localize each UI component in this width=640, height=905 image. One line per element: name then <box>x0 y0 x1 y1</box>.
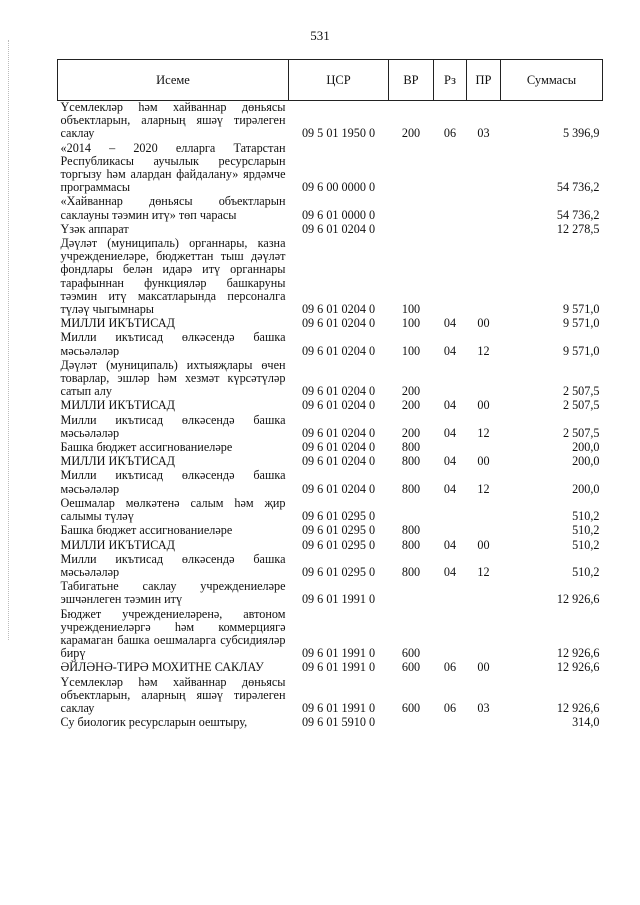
table-row <box>58 101 603 142</box>
cell-pr <box>467 195 501 222</box>
table-row <box>58 399 603 413</box>
cell-pr <box>467 359 501 400</box>
cell-rz <box>434 441 467 455</box>
cell-csr: 09 6 01 0295 0 <box>301 523 376 538</box>
cell-vr: 800 <box>401 481 421 496</box>
cell-rz: 04 <box>443 425 457 440</box>
cell-vr: 600 <box>401 700 421 715</box>
cell-sum: 12 278,5 <box>556 221 600 236</box>
cell-pr: 00 <box>477 454 490 469</box>
margin-dotted-line <box>8 40 9 640</box>
cell-sum: 12 926,6 <box>556 660 600 675</box>
cell-pr: 12 <box>477 425 490 440</box>
cell-pr <box>467 608 501 662</box>
cell-rz <box>434 716 467 730</box>
cell-pr <box>467 580 501 607</box>
cell-vr <box>389 716 434 730</box>
cell-vr: 600 <box>401 646 421 661</box>
cell-pr: 12 <box>477 564 490 579</box>
cell-name: Башка бюджет ассигнованиеләре <box>60 440 233 455</box>
cell-sum: 200,0 <box>572 454 600 469</box>
cell-name: Оешмалар мөлкәтенә салым һәм җир салымы түләү <box>60 495 286 524</box>
cell-sum: 12 926,6 <box>556 646 600 661</box>
cell-vr: 200 <box>401 398 421 413</box>
cell-pr: 12 <box>477 481 490 496</box>
cell-name: Башка бюджет ассигнованиеләре <box>60 523 233 538</box>
table-row <box>58 331 603 358</box>
cell-csr: 09 6 01 1991 0 <box>301 646 376 661</box>
cell-pr: 00 <box>477 537 490 552</box>
cell-pr <box>467 142 501 196</box>
table-row <box>58 441 603 455</box>
cell-rz: 04 <box>443 316 457 331</box>
cell-sum: 200,0 <box>572 440 600 455</box>
cell-sum: 510,2 <box>572 537 600 552</box>
cell-csr: 09 6 01 0204 0 <box>301 398 376 413</box>
cell-rz: 04 <box>443 398 457 413</box>
header-rz: Рз <box>434 60 467 101</box>
cell-pr: 00 <box>477 660 490 675</box>
cell-name: Бюджет учреждениеләренә, автоном учреждениеләргә һәм коммерциягә карамаган башка оешмаларга субсидияләр бирү <box>60 606 286 661</box>
table-row <box>58 580 603 607</box>
table-header-row <box>58 60 603 101</box>
header-name: Исеме <box>58 60 289 101</box>
cell-csr: 09 6 01 0295 0 <box>301 509 376 524</box>
cell-csr: 09 6 01 0204 0 <box>301 316 376 331</box>
cell-vr: 100 <box>401 343 421 358</box>
cell-rz <box>434 359 467 400</box>
cell-vr <box>389 195 434 222</box>
table-row <box>58 359 603 400</box>
cell-csr: 09 6 01 0295 0 <box>301 537 376 552</box>
cell-name: МИЛЛИ ИКЪТИСАД <box>60 316 175 331</box>
cell-pr: 00 <box>477 316 490 331</box>
cell-rz <box>434 223 467 237</box>
cell-vr <box>389 497 434 524</box>
cell-csr: 09 6 01 0204 0 <box>301 343 376 358</box>
cell-csr: 09 6 01 5910 0 <box>301 715 376 730</box>
table-row <box>58 524 603 538</box>
cell-csr: 09 6 01 0000 0 <box>301 207 376 222</box>
table-row <box>58 497 603 524</box>
cell-sum: 200,0 <box>572 481 600 496</box>
table-row <box>58 195 603 222</box>
cell-csr: 09 6 01 0204 0 <box>301 221 376 236</box>
cell-csr: 09 6 01 0204 0 <box>301 384 376 399</box>
cell-pr: 03 <box>477 700 490 715</box>
cell-rz <box>434 497 467 524</box>
table-row <box>58 317 603 331</box>
cell-csr: 09 6 01 0204 0 <box>301 440 376 455</box>
cell-csr: 09 6 01 1991 0 <box>301 660 376 675</box>
cell-sum: 5 396,9 <box>562 126 600 141</box>
cell-vr: 800 <box>401 537 421 552</box>
cell-pr <box>467 441 501 455</box>
cell-pr: 03 <box>477 126 490 141</box>
cell-sum: 2 507,5 <box>562 384 600 399</box>
cell-sum: 9 571,0 <box>562 343 600 358</box>
cell-rz: 04 <box>443 537 457 552</box>
cell-rz: 04 <box>443 343 457 358</box>
cell-name: МИЛЛИ ИКЪТИСАД <box>60 398 175 413</box>
table-row <box>58 539 603 553</box>
cell-sum: 54 736,2 <box>556 207 600 222</box>
cell-vr: 800 <box>401 454 421 469</box>
cell-sum: 12 926,6 <box>556 700 600 715</box>
cell-rz: 06 <box>443 660 457 675</box>
cell-rz: 06 <box>443 126 457 141</box>
cell-name: ӘЙЛӘНӘ-ТИРӘ МОХИТНЕ САКЛАУ <box>60 660 264 675</box>
cell-rz: 04 <box>443 481 457 496</box>
cell-vr <box>389 223 434 237</box>
cell-name: МИЛЛИ ИКЪТИСАД <box>60 537 175 552</box>
table-row <box>58 469 603 496</box>
cell-name: «Хайваннар дөньясы объектларын саклауны тәэмин итү» төп чарасы <box>60 194 286 222</box>
cell-sum: 2 507,5 <box>562 425 600 440</box>
cell-rz: 04 <box>443 454 457 469</box>
cell-sum: 9 571,0 <box>562 316 600 331</box>
cell-pr: 12 <box>477 343 490 358</box>
cell-sum: 54 736,2 <box>556 180 600 195</box>
cell-csr: 09 6 01 1991 0 <box>301 592 376 607</box>
page-number: 531 <box>310 28 330 43</box>
cell-csr: 09 6 01 0204 0 <box>301 481 376 496</box>
cell-csr: 09 6 01 0204 0 <box>301 454 376 469</box>
cell-pr <box>467 237 501 317</box>
cell-rz <box>434 580 467 607</box>
cell-sum: 314,0 <box>572 715 600 730</box>
cell-vr: 800 <box>401 564 421 579</box>
header-vr: ВР <box>389 60 434 101</box>
cell-name: Табигатьне саклау учреждениеләре эшчәнлеген тәэмин итү <box>60 579 286 607</box>
cell-vr: 200 <box>401 384 421 399</box>
cell-name: Үзәк аппарат <box>60 221 129 236</box>
cell-rz <box>434 195 467 222</box>
cell-name: Үсемлекләр һәм хайваннар дөньясы объектларын, аларның яшәү тирәлеген саклау <box>60 100 286 141</box>
cell-sum: 510,2 <box>572 523 600 538</box>
cell-name: Милли икътисад өлкәсендә башка мәсьәләләр <box>60 412 286 440</box>
cell-vr: 600 <box>401 660 421 675</box>
cell-csr: 09 6 00 0000 0 <box>301 180 376 195</box>
cell-name: Милли икътисад өлкәсендә башка мәсьәләләр <box>60 551 286 579</box>
table-row <box>58 414 603 441</box>
table-row <box>58 455 603 469</box>
cell-name: Дәүләт (муниципаль) ихтыяҗлары өчен товарлар, эшләр һәм хезмәт күрсәтүләр сатып алу <box>60 357 286 399</box>
header-sum: Суммасы <box>501 60 603 101</box>
cell-csr: 09 5 01 1950 0 <box>301 126 376 141</box>
cell-csr: 09 6 01 0204 0 <box>301 425 376 440</box>
cell-name: МИЛЛИ ИКЪТИСАД <box>60 454 175 469</box>
table-row <box>58 553 603 580</box>
cell-rz <box>434 608 467 662</box>
cell-vr: 200 <box>401 425 421 440</box>
cell-rz: 04 <box>443 564 457 579</box>
cell-pr <box>467 524 501 538</box>
cell-vr <box>389 580 434 607</box>
cell-name: Милли икътисад өлкәсендә башка мәсьәләләр <box>60 330 286 358</box>
cell-rz <box>434 142 467 196</box>
cell-vr: 200 <box>401 126 421 141</box>
cell-sum: 9 571,0 <box>562 302 600 317</box>
cell-name: «2014 – 2020 елларга Татарстан Республикасы аучылык ресурсларын торгызу һәм алардан файдалану» ярдәмче программасы <box>60 140 286 195</box>
header-pr: ПР <box>467 60 501 101</box>
cell-sum: 510,2 <box>572 509 600 524</box>
cell-pr <box>467 223 501 237</box>
table-row <box>58 608 603 662</box>
cell-vr: 100 <box>401 302 421 317</box>
cell-sum: 2 507,5 <box>562 398 600 413</box>
cell-name: Милли икътисад өлкәсендә башка мәсьәләләр <box>60 468 286 496</box>
cell-vr: 800 <box>401 523 421 538</box>
table-row <box>58 716 603 730</box>
cell-name: Үсемлекләр һәм хайваннар дөньясы объектларын, аларның яшәү тирәлеген саклау <box>60 674 286 715</box>
table-row <box>58 223 603 237</box>
cell-rz: 06 <box>443 700 457 715</box>
cell-csr: 09 6 01 0204 0 <box>301 302 376 317</box>
cell-pr <box>467 497 501 524</box>
cell-vr: 800 <box>401 440 421 455</box>
budget-table <box>57 59 603 730</box>
cell-rz <box>434 524 467 538</box>
cell-rz <box>434 237 467 317</box>
cell-pr <box>467 716 501 730</box>
cell-csr: 09 6 01 0295 0 <box>301 564 376 579</box>
cell-sum: 12 926,6 <box>556 592 600 607</box>
header-csr: ЦСР <box>289 60 389 101</box>
cell-sum: 510,2 <box>572 564 600 579</box>
cell-vr: 100 <box>401 316 421 331</box>
table-row <box>58 237 603 317</box>
cell-csr: 09 6 01 1991 0 <box>301 700 376 715</box>
cell-pr: 00 <box>477 398 490 413</box>
table-row <box>58 142 603 196</box>
table-row <box>58 676 603 717</box>
cell-vr <box>389 142 434 196</box>
cell-name: Су биологик ресурсларын оештыру, <box>60 715 248 730</box>
cell-name: Дәүләт (муниципаль) органнары, казна учреждениеләре, бюджеттан тыш дәүләт фондлары белән идарә итү органнары тарафыннан функцияләр башкаруны тәэмин итү максатларында персоналга түләү чыгымнары <box>60 236 286 317</box>
table-row <box>58 661 603 675</box>
